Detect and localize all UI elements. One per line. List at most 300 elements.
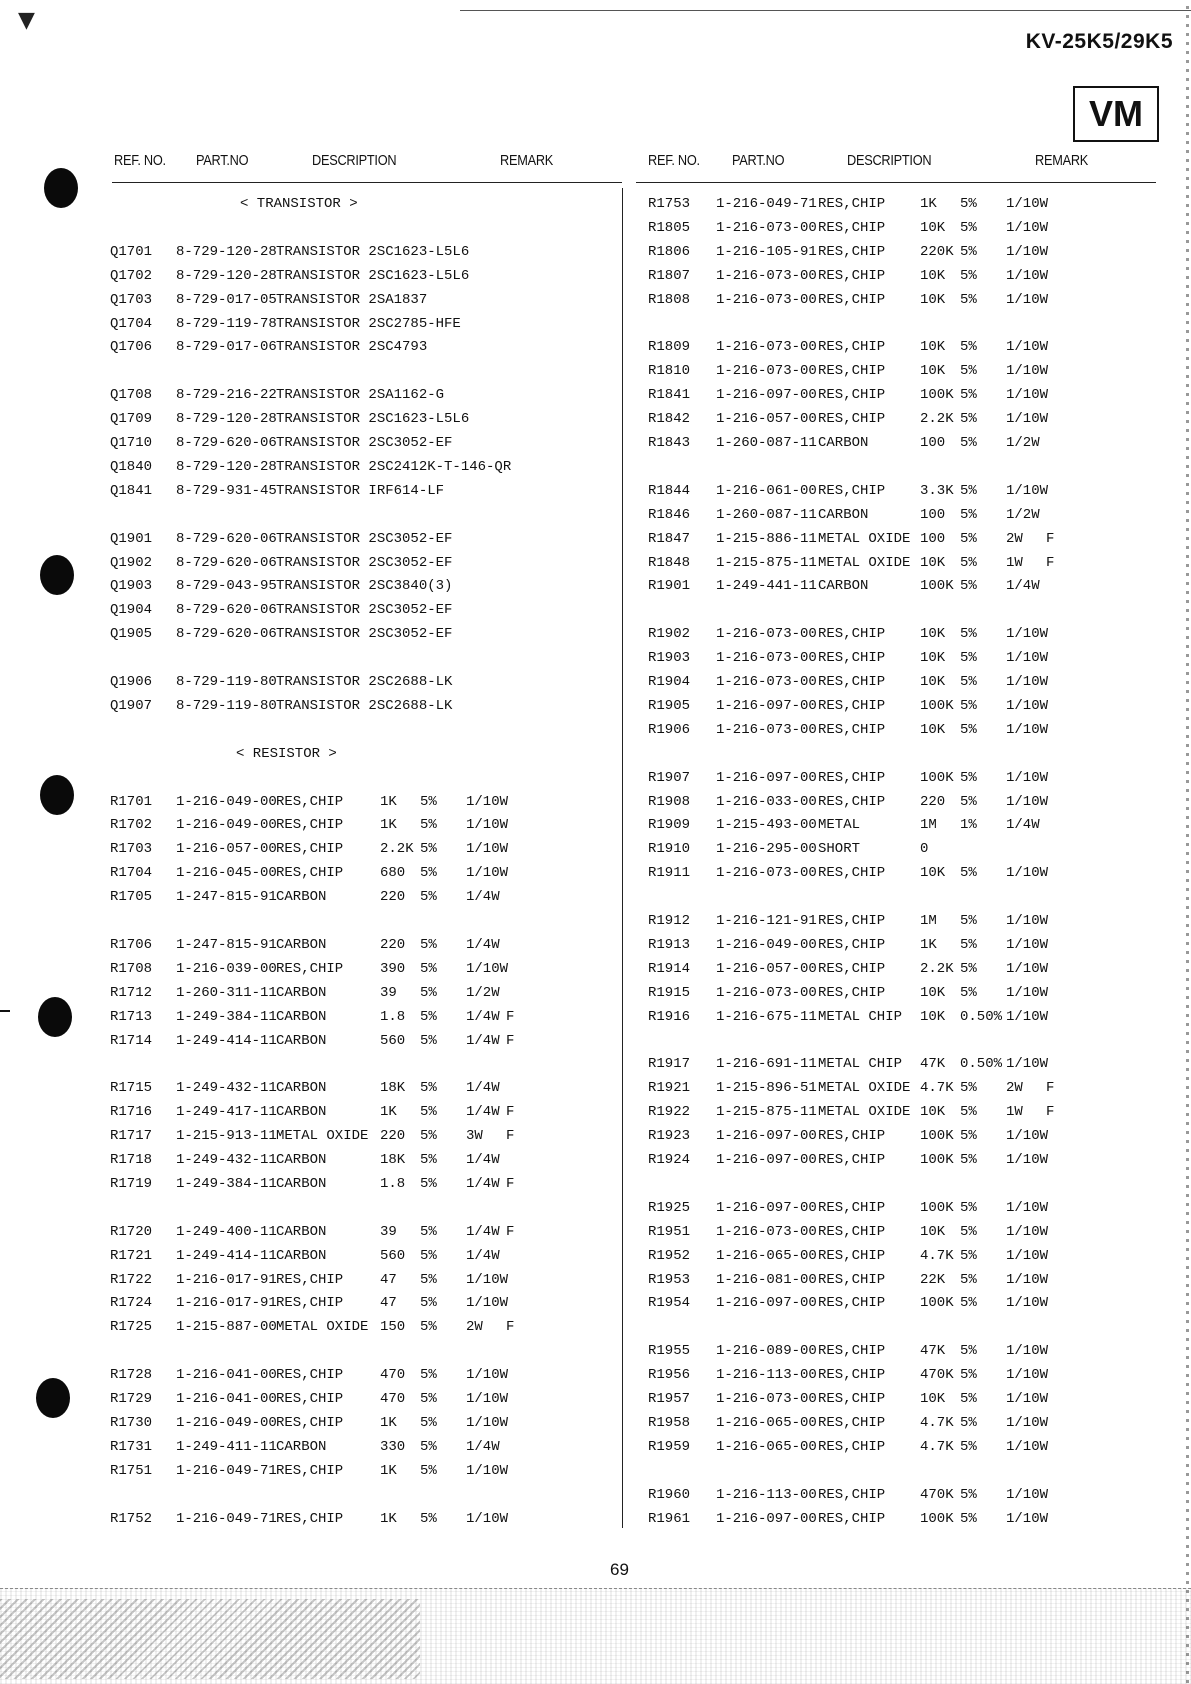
cell-rating: 1/10W: [1006, 793, 1049, 810]
cell-rating: 1/10W: [466, 1295, 509, 1312]
cell-ref: R1717: [110, 1128, 153, 1145]
cell-value: 4.7K: [920, 1414, 954, 1431]
cell-ref: R1713: [110, 1008, 153, 1025]
cell-tol: 5%: [420, 1080, 437, 1097]
cell-ref: R1708: [110, 960, 153, 977]
cell-ref: R1951: [648, 1223, 691, 1240]
cell-rating: 1/10W: [1006, 626, 1049, 643]
cell-ref: R1902: [648, 626, 691, 643]
cell-desc: RES,CHIP: [818, 363, 886, 380]
cell-value: 47: [380, 1295, 397, 1312]
cell-tol: 5%: [960, 1271, 977, 1288]
cell-rating: 1/10W: [1006, 1295, 1049, 1312]
cell-ref: R1847: [648, 530, 691, 547]
cell-part: 1-249-441-11: [716, 578, 817, 595]
cell-rating: 1/10W: [1006, 339, 1049, 356]
cell-part: 1-215-887-00: [176, 1319, 277, 1336]
cell-value: 10K: [920, 363, 946, 380]
cell-value: 100K: [920, 1510, 954, 1527]
cell-tol: 5%: [420, 793, 437, 810]
cell-tol: 5%: [420, 1032, 437, 1049]
cell-rating: 1/4W: [1006, 817, 1040, 834]
cell-ref: R1725: [110, 1319, 153, 1336]
cell-value: 1K: [380, 1414, 397, 1431]
cell-rating: 1W: [1006, 554, 1023, 571]
cell-rating: 1/2W: [1006, 435, 1040, 451]
part-row: [0, 1176, 1191, 1196]
cell-desc: RES,CHIP: [818, 1438, 886, 1455]
cell-ref: Q1904: [110, 602, 153, 619]
cell-desc: RES,CHIP: [818, 674, 886, 690]
cell-ref: R1909: [648, 817, 691, 834]
cell-value: 150: [380, 1319, 406, 1336]
cell-desc: RES,CHIP: [818, 936, 886, 953]
cell-rating: 1/4W: [466, 1438, 500, 1455]
cell-ref: R1846: [648, 506, 691, 523]
cell-value: 1K: [380, 793, 397, 810]
part-row: [0, 459, 1191, 479]
cell-part: 1-216-045-00: [176, 865, 277, 882]
cell-part: 1-215-913-11: [176, 1128, 277, 1145]
cell-rating: 1/10W: [466, 1510, 509, 1527]
col-part-right: PART.NO: [732, 152, 785, 169]
cell-desc: RES,CHIP: [276, 841, 344, 858]
cell-desc: CARBON: [818, 435, 869, 451]
cell-value: 100K: [920, 387, 954, 404]
cell-tol: 5%: [960, 506, 977, 523]
cell-part: 1-216-097-00: [716, 1199, 817, 1216]
cell-rating: 1/10W: [1006, 243, 1049, 260]
cell-value: 1.8: [380, 1175, 406, 1192]
cell-desc: RES,CHIP: [276, 960, 344, 977]
cell-desc: RES,CHIP: [818, 984, 886, 1001]
cell-desc: RES,CHIP: [276, 1510, 344, 1527]
cell-tol: 5%: [960, 267, 977, 284]
cell-value: 3.3K: [920, 482, 954, 499]
cell-ref: Q1902: [110, 554, 153, 571]
page-number: 69: [610, 1560, 629, 1579]
cell-desc: RES,CHIP: [818, 339, 886, 356]
cell-rating: 1/4W: [466, 1152, 500, 1168]
cell-rating: 1/10W: [1006, 1414, 1049, 1431]
cell-flag: F: [506, 1319, 515, 1336]
cell-ref: Q1903: [110, 578, 153, 595]
cell-part: 1-215-875-11: [716, 1104, 817, 1121]
cell-part: 8-729-120-28: [176, 458, 277, 475]
cell-tol: 5%: [420, 1414, 437, 1431]
cell-tol: 0.50%: [960, 1056, 1003, 1073]
cell-part: 1-216-057-00: [716, 960, 817, 977]
cell-tol: 5%: [420, 1391, 437, 1407]
cell-ref: R1922: [648, 1104, 691, 1121]
cell-value: 2.2K: [920, 960, 954, 977]
cell-desc: RES,CHIP: [818, 650, 886, 667]
cell-part: 1-216-097-00: [716, 1128, 817, 1145]
cell-part: 1-216-097-00: [716, 1510, 817, 1527]
cell-tol: 0.50%: [960, 1008, 1003, 1025]
cell-value: 560: [380, 1032, 406, 1049]
cell-tol: 5%: [960, 960, 977, 977]
cell-ref: Q1710: [110, 435, 153, 451]
cell-rating: 1/10W: [1006, 721, 1049, 738]
cell-part: 1-216-039-00: [176, 960, 277, 977]
cell-part: 1-247-815-91: [176, 936, 277, 953]
cell-value: 39: [380, 984, 397, 1001]
cell-desc: RES,CHIP: [818, 1199, 886, 1216]
cell-ref: Q1905: [110, 626, 153, 643]
part-row: [0, 602, 1191, 622]
cell-part: 1-216-033-00: [716, 793, 817, 810]
cell-desc: TRANSISTOR 2SC1623-L5L6: [276, 411, 470, 428]
cell-value: 1.8: [380, 1008, 406, 1025]
cell-ref: R1910: [648, 841, 691, 858]
cell-desc: METAL OXIDE: [818, 1080, 911, 1097]
cell-ref: R1751: [110, 1462, 153, 1479]
cell-tol: 5%: [960, 1128, 977, 1145]
cell-desc: RES,CHIP: [818, 960, 886, 977]
part-row: [0, 841, 1191, 861]
cell-tol: 5%: [420, 1152, 437, 1168]
cell-ref: R1806: [648, 243, 691, 260]
part-row: [0, 650, 1191, 670]
part-row: [0, 363, 1191, 383]
cell-part: 1-216-057-00: [176, 841, 277, 858]
cell-value: 10K: [920, 1104, 946, 1121]
cell-desc: RES,CHIP: [818, 243, 886, 260]
part-row: [0, 1080, 1191, 1100]
cell-ref: R1810: [648, 363, 691, 380]
header-rule-right: [636, 182, 1156, 183]
cell-desc: RES,CHIP: [276, 1462, 344, 1479]
cell-value: 10K: [920, 1223, 946, 1240]
top-rule: [460, 10, 1191, 11]
cell-rating: 1/10W: [1006, 291, 1049, 308]
cell-ref: R1714: [110, 1032, 153, 1049]
part-row: [0, 1152, 1191, 1172]
cell-tol: 5%: [960, 626, 977, 643]
cell-flag: F: [1046, 530, 1055, 547]
cell-ref: R1915: [648, 984, 691, 1001]
cell-part: 1-216-057-00: [716, 411, 817, 428]
cell-ref: Q1706: [110, 339, 153, 356]
cell-value: 10K: [920, 1008, 946, 1025]
part-row: [0, 196, 1191, 216]
cell-value: 100: [920, 506, 946, 523]
cell-tol: 5%: [960, 482, 977, 499]
cell-ref: Q1841: [110, 482, 153, 499]
cell-part: 1-216-017-91: [176, 1271, 277, 1288]
cell-rating: 1/10W: [1006, 960, 1049, 977]
part-row: [0, 1248, 1191, 1268]
cell-part: 1-216-073-00: [716, 984, 817, 1001]
cell-desc: CARBON: [276, 984, 327, 1001]
cell-flag: F: [1046, 1080, 1055, 1097]
part-row: [0, 507, 1191, 527]
cell-tol: 5%: [420, 1271, 437, 1288]
cell-value: 1K: [920, 936, 937, 953]
cell-value: 100K: [920, 1199, 954, 1216]
cell-flag: F: [1046, 554, 1055, 571]
cell-tol: 5%: [420, 1510, 437, 1527]
cell-ref: R1956: [648, 1367, 691, 1384]
cell-ref: R1908: [648, 793, 691, 810]
cell-value: 100K: [920, 578, 954, 595]
cell-ref: R1954: [648, 1295, 691, 1312]
cell-desc: RES,CHIP: [818, 1343, 886, 1360]
cell-rating: 1/4W: [466, 1080, 500, 1097]
cell-part: 1-216-049-00: [716, 936, 817, 953]
cell-rating: 1/10W: [466, 1391, 509, 1407]
part-row: [0, 937, 1191, 957]
cell-tol: 5%: [960, 936, 977, 953]
cell-ref: R1848: [648, 554, 691, 571]
cell-ref: Q1701: [110, 243, 153, 260]
cell-value: 100K: [920, 769, 954, 786]
cell-part: 1-216-113-00: [716, 1486, 817, 1503]
cell-desc: TRANSISTOR 2SC3052-EF: [276, 626, 453, 643]
cell-value: 100: [920, 435, 946, 451]
cell-tol: 5%: [960, 1438, 977, 1455]
cell-desc: RES,CHIP: [276, 1295, 344, 1312]
part-row: [0, 1463, 1191, 1483]
cell-ref: R1752: [110, 1510, 153, 1527]
cell-ref: Q1704: [110, 315, 153, 332]
cell-part: 8-729-119-80: [176, 674, 277, 690]
cell-value: 680: [380, 865, 406, 882]
cell-ref: R1703: [110, 841, 153, 858]
cell-ref: Q1907: [110, 697, 153, 714]
cell-part: 8-729-620-06: [176, 626, 277, 643]
cell-ref: R1960: [648, 1486, 691, 1503]
cell-desc: RES,CHIP: [818, 1128, 886, 1145]
cell-desc: RES,CHIP: [818, 1223, 886, 1240]
part-row: [0, 961, 1191, 981]
col-ref-left: REF. NO.: [114, 152, 166, 169]
cell-part: 8-729-120-28: [176, 411, 277, 428]
cell-value: 1K: [380, 817, 397, 834]
cell-rating: 1/10W: [1006, 196, 1049, 212]
cell-desc: SHORT: [818, 841, 861, 858]
cell-value: 1K: [380, 1510, 397, 1527]
cell-value: 0: [920, 841, 929, 858]
cell-value: 4.7K: [920, 1438, 954, 1455]
cell-ref: R1911: [648, 865, 691, 882]
cell-ref: Q1708: [110, 387, 153, 404]
cell-value: 470: [380, 1367, 406, 1384]
cell-desc: TRANSISTOR 2SC3052-EF: [276, 435, 453, 451]
cell-value: 470: [380, 1391, 406, 1407]
cell-desc: RES,CHIP: [818, 219, 886, 236]
cell-flag: F: [1046, 1104, 1055, 1121]
cell-tol: 5%: [960, 363, 977, 380]
cell-value: 1K: [380, 1104, 397, 1121]
cell-part: 1-249-414-11: [176, 1032, 277, 1049]
part-row: [0, 1319, 1191, 1339]
cell-part: 8-729-120-28: [176, 267, 277, 284]
cell-part: 1-249-400-11: [176, 1223, 277, 1240]
scan-edge: [1186, 0, 1189, 1683]
cell-rating: 1/10W: [1006, 650, 1049, 667]
cell-part: 1-216-049-71: [716, 196, 817, 212]
cell-ref: R1719: [110, 1175, 153, 1192]
cell-rating: 1/10W: [1006, 936, 1049, 953]
cell-rating: 2W: [466, 1319, 483, 1336]
cell-value: 220: [380, 1128, 406, 1145]
cell-rating: 1/10W: [466, 817, 509, 834]
cell-tol: 5%: [420, 817, 437, 834]
cell-ref: R1809: [648, 339, 691, 356]
cell-ref: R1841: [648, 387, 691, 404]
cell-ref: R1729: [110, 1391, 153, 1407]
part-row: [0, 1295, 1191, 1315]
cell-rating: 1/10W: [1006, 865, 1049, 882]
cell-part: 8-729-620-06: [176, 435, 277, 451]
part-row: [0, 817, 1191, 837]
cell-rating: 1/10W: [1006, 1271, 1049, 1288]
cell-desc: RES,CHIP: [818, 1271, 886, 1288]
cell-part: 1-249-411-11: [176, 1438, 277, 1455]
cell-tol: 5%: [960, 1391, 977, 1407]
cell-desc: RES,CHIP: [276, 793, 344, 810]
cell-tol: 5%: [420, 841, 437, 858]
part-row: [0, 483, 1191, 503]
cell-value: 10K: [920, 674, 946, 690]
cell-rating: 2W: [1006, 1080, 1023, 1097]
cell-desc: RES,CHIP: [818, 626, 886, 643]
part-row: [0, 316, 1191, 336]
cell-value: 2.2K: [380, 841, 414, 858]
part-row: [0, 220, 1191, 240]
cell-tol: 5%: [960, 1247, 977, 1264]
cell-ref: R1924: [648, 1152, 691, 1168]
cell-ref: R1923: [648, 1128, 691, 1145]
cell-ref: R1724: [110, 1295, 153, 1312]
cell-desc: TRANSISTOR 2SC2688-LK: [276, 697, 453, 714]
cell-tol: 5%: [960, 291, 977, 308]
cell-desc: RES,CHIP: [818, 721, 886, 738]
cell-rating: 1/10W: [1006, 1391, 1049, 1407]
cell-rating: 1/10W: [1006, 984, 1049, 1001]
cell-tol: 5%: [960, 196, 977, 212]
part-row: [0, 244, 1191, 264]
cell-rating: 1/10W: [1006, 482, 1049, 499]
cell-tol: 5%: [960, 1367, 977, 1384]
cell-part: 1-216-691-11: [716, 1056, 817, 1073]
cell-value: 1M: [920, 817, 937, 834]
cell-ref: R1901: [648, 578, 691, 595]
cell-rating: 1/10W: [1006, 1247, 1049, 1264]
cell-value: 220K: [920, 243, 954, 260]
cell-desc: RES,CHIP: [276, 1414, 344, 1431]
cell-tol: 5%: [960, 387, 977, 404]
cell-value: 47K: [920, 1343, 946, 1360]
cell-value: 10K: [920, 650, 946, 667]
cell-part: 8-729-620-06: [176, 554, 277, 571]
cell-tol: 5%: [420, 1319, 437, 1336]
cell-rating: 1/10W: [466, 1414, 509, 1431]
cell-desc: TRANSISTOR 2SC3052-EF: [276, 602, 453, 619]
cell-desc: CARBON: [276, 1223, 327, 1240]
cell-rating: 1/4W: [1006, 578, 1040, 595]
cell-rating: 1/4W: [466, 1032, 500, 1049]
cell-ref: R1921: [648, 1080, 691, 1097]
part-row: [0, 578, 1191, 598]
cell-tol: 5%: [420, 889, 437, 906]
cell-desc: TRANSISTOR 2SC3840(3): [276, 578, 453, 595]
cell-rating: 1/4W: [466, 1247, 500, 1264]
part-row: [0, 913, 1191, 933]
part-row: [0, 770, 1191, 790]
cell-part: 8-729-017-06: [176, 339, 277, 356]
cell-tol: 5%: [960, 793, 977, 810]
cell-value: 470K: [920, 1486, 954, 1503]
cell-rating: 1/10W: [1006, 411, 1049, 428]
cell-ref: R1953: [648, 1271, 691, 1288]
cell-value: 220: [380, 889, 406, 906]
cell-part: 1-260-087-11: [716, 435, 817, 451]
cell-desc: RES,CHIP: [818, 196, 886, 212]
cell-desc: RES,CHIP: [818, 267, 886, 284]
cell-part: 1-249-417-11: [176, 1104, 277, 1121]
cell-part: 1-216-049-00: [176, 793, 277, 810]
cell-rating: 1/4W: [466, 889, 500, 906]
cell-value: 10K: [920, 984, 946, 1001]
cell-rating: 1W: [1006, 1104, 1023, 1121]
cell-value: 10K: [920, 865, 946, 882]
cell-desc: METAL CHIP: [818, 1056, 903, 1073]
cell-tol: 5%: [960, 984, 977, 1001]
cell-part: 8-729-119-80: [176, 697, 277, 714]
cell-rating: 1/10W: [1006, 697, 1049, 714]
cell-desc: RES,CHIP: [818, 1152, 886, 1168]
cell-desc: CARBON: [276, 889, 327, 906]
cell-part: 1-260-087-11: [716, 506, 817, 523]
cell-ref: R1952: [648, 1247, 691, 1264]
cell-desc: TRANSISTOR 2SC2412K-T-146-QR: [276, 458, 512, 475]
cell-part: 1-249-432-11: [176, 1152, 277, 1168]
cell-tol: 5%: [960, 865, 977, 882]
cell-desc: CARBON: [276, 1438, 327, 1455]
cell-ref: R1904: [648, 674, 691, 690]
cell-tol: 5%: [960, 243, 977, 260]
part-row: [0, 1224, 1191, 1244]
cell-part: 8-729-043-95: [176, 578, 277, 595]
cell-desc: TRANSISTOR IRF614-LF: [276, 482, 445, 499]
cell-rating: 1/10W: [1006, 1223, 1049, 1240]
cell-ref: R1913: [648, 936, 691, 953]
cell-desc: TRANSISTOR 2SC2688-LK: [276, 674, 453, 690]
part-row: [0, 1056, 1191, 1076]
cell-part: 1-216-105-91: [716, 243, 817, 260]
cell-part: 1-216-295-00: [716, 841, 817, 858]
cell-part: 1-215-493-00: [716, 817, 817, 834]
cell-ref: R1961: [648, 1510, 691, 1527]
cell-part: 1-216-017-91: [176, 1295, 277, 1312]
part-row: [0, 531, 1191, 551]
section-heading: < RESISTOR >: [236, 745, 337, 762]
cell-rating: 1/10W: [1006, 1008, 1049, 1025]
cell-tol: 5%: [960, 339, 977, 356]
cell-part: 8-729-620-06: [176, 602, 277, 619]
cell-rating: 1/10W: [1006, 1056, 1049, 1073]
cell-tol: 5%: [960, 1199, 977, 1216]
cell-value: 4.7K: [920, 1080, 954, 1097]
cell-value: 100K: [920, 1152, 954, 1168]
cell-rating: 1/4W: [466, 1104, 500, 1121]
part-row: [0, 387, 1191, 407]
cell-rating: 1/10W: [466, 1271, 509, 1288]
cell-desc: RES,CHIP: [818, 387, 886, 404]
